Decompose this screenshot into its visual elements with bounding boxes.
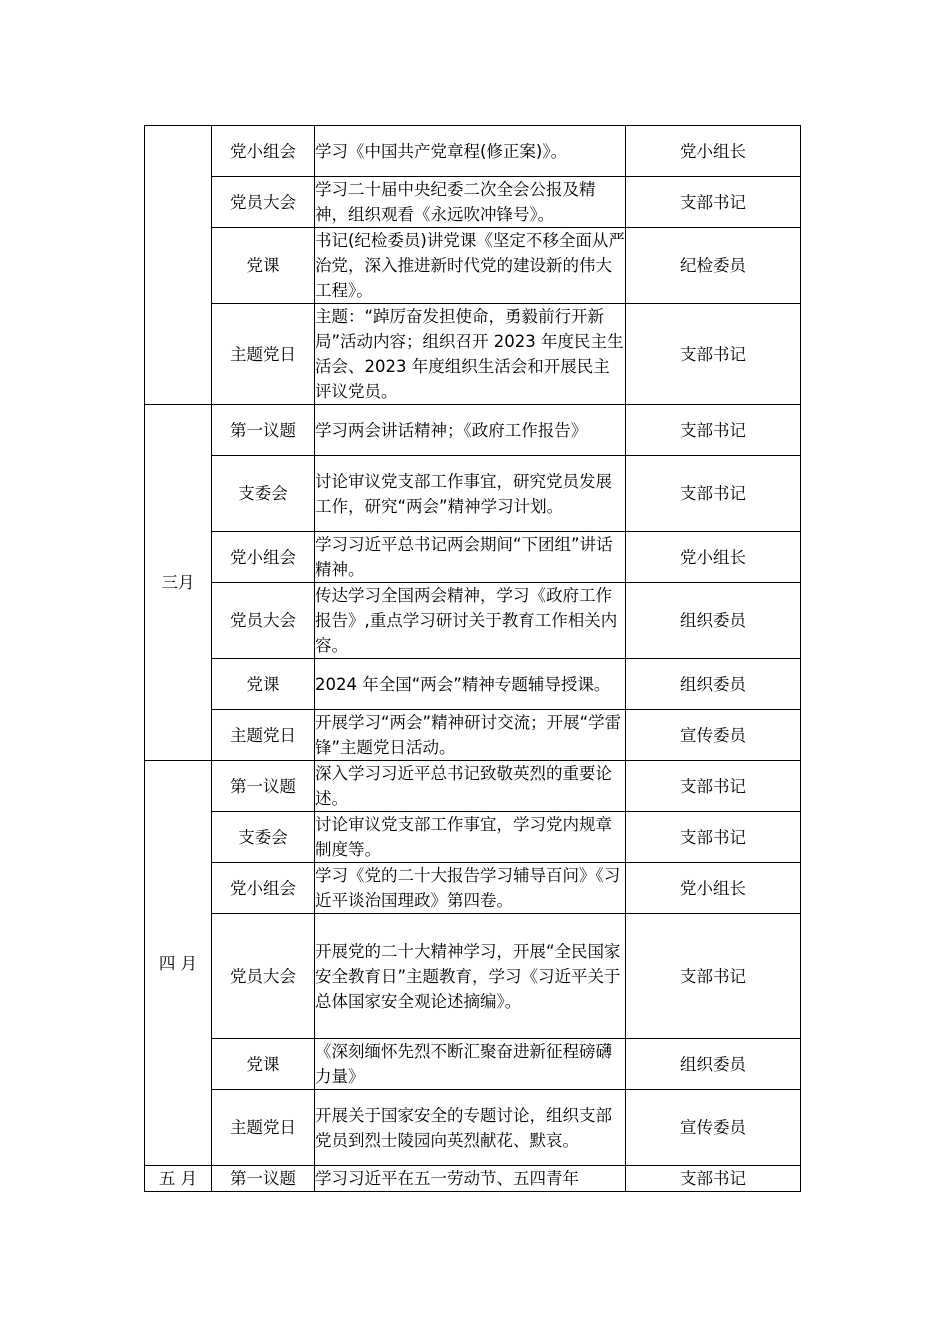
table-row bbox=[145, 812, 801, 863]
responsible-cell: 支部书记 bbox=[626, 1166, 801, 1192]
month-cell: 五 月 bbox=[145, 1166, 212, 1192]
content-cell: 讨论审议党支部工作事宜，学习党内规章制度等。 bbox=[315, 812, 626, 863]
table-row bbox=[145, 456, 801, 532]
work-plan-table bbox=[144, 125, 801, 1192]
activity-cell: 党员大会 bbox=[212, 583, 315, 659]
month-cell: 四 月 bbox=[145, 761, 212, 1166]
content-cell: 学习两会讲话精神；《政府工作报告》 bbox=[315, 405, 626, 456]
activity-cell: 党员大会 bbox=[212, 914, 315, 1039]
content-cell: 书记(纪检委员)讲党课《坚定不移全面从严治党，深入推进新时代党的建设新的伟大工程》。 bbox=[315, 228, 626, 304]
responsible-cell: 党小组长 bbox=[626, 126, 801, 177]
table-row bbox=[145, 304, 801, 405]
activity-cell: 第一议题 bbox=[212, 761, 315, 812]
responsible-cell: 党小组长 bbox=[626, 532, 801, 583]
content-cell: 学习习近平在五一劳动节、五四青年 bbox=[315, 1166, 626, 1192]
responsible-cell: 纪检委员 bbox=[626, 228, 801, 304]
activity-cell: 党课 bbox=[212, 228, 315, 304]
content-cell: 主题：“踔厉奋发担使命，勇毅前行开新局”活动内容；组织召开 2023 年度民主生活会、2023 年度组织生活会和开展民主评议党员。 bbox=[315, 304, 626, 405]
table-row bbox=[145, 761, 801, 812]
activity-cell: 主题党日 bbox=[212, 710, 315, 761]
content-cell: 开展关于国家安全的专题讨论，组织支部党员到烈士陵园向英烈献花、默哀。 bbox=[315, 1090, 626, 1166]
responsible-cell: 支部书记 bbox=[626, 304, 801, 405]
table-row bbox=[145, 1039, 801, 1090]
table-row bbox=[145, 532, 801, 583]
table-row bbox=[145, 228, 801, 304]
responsible-cell: 党小组长 bbox=[626, 863, 801, 914]
table-row bbox=[145, 405, 801, 456]
activity-cell: 党小组会 bbox=[212, 532, 315, 583]
responsible-cell: 支部书记 bbox=[626, 456, 801, 532]
table-row bbox=[145, 863, 801, 914]
activity-cell: 主题党日 bbox=[212, 1090, 315, 1166]
responsible-cell: 支部书记 bbox=[626, 177, 801, 228]
activity-cell: 党课 bbox=[212, 659, 315, 710]
activity-cell: 党小组会 bbox=[212, 126, 315, 177]
responsible-cell: 支部书记 bbox=[626, 761, 801, 812]
table-row bbox=[145, 583, 801, 659]
table-row bbox=[145, 1090, 801, 1166]
responsible-cell: 宣传委员 bbox=[626, 1090, 801, 1166]
content-cell: 学习二十届中央纪委二次全会公报及精神，组织观看《永远吹冲锋号》。 bbox=[315, 177, 626, 228]
table-row bbox=[145, 177, 801, 228]
content-cell: 学习《中国共产党章程(修正案)》。 bbox=[315, 126, 626, 177]
month-cell bbox=[145, 126, 212, 405]
responsible-cell: 组织委员 bbox=[626, 583, 801, 659]
content-cell: 深入学习习近平总书记致敬英烈的重要论述。 bbox=[315, 761, 626, 812]
activity-cell: 党课 bbox=[212, 1039, 315, 1090]
responsible-cell: 组织委员 bbox=[626, 1039, 801, 1090]
content-cell: 学习习近平总书记两会期间“下团组”讲话精神。 bbox=[315, 532, 626, 583]
table-row bbox=[145, 659, 801, 710]
activity-cell: 第一议题 bbox=[212, 405, 315, 456]
table-row bbox=[145, 1166, 801, 1192]
content-cell: 学习《党的二十大报告学习辅导百问》《习近平谈治国理政》第四卷。 bbox=[315, 863, 626, 914]
content-cell: 传达学习全国两会精神，学习《政府工作报告》,重点学习研讨关于教育工作相关内容。 bbox=[315, 583, 626, 659]
activity-cell: 第一议题 bbox=[212, 1166, 315, 1192]
responsible-cell: 宣传委员 bbox=[626, 710, 801, 761]
table-row bbox=[145, 914, 801, 1039]
activity-cell: 党员大会 bbox=[212, 177, 315, 228]
responsible-cell: 支部书记 bbox=[626, 914, 801, 1039]
table-row bbox=[145, 126, 801, 177]
responsible-cell: 支部书记 bbox=[626, 812, 801, 863]
content-cell: 2024 年全国“两会”精神专题辅导授课。 bbox=[315, 659, 626, 710]
responsible-cell: 组织委员 bbox=[626, 659, 801, 710]
table-row bbox=[145, 710, 801, 761]
activity-cell: 党小组会 bbox=[212, 863, 315, 914]
month-cell: 三月 bbox=[145, 405, 212, 761]
content-cell: 开展学习“两会”精神研讨交流；开展“学雷锋”主题党日活动。 bbox=[315, 710, 626, 761]
activity-cell: 支委会 bbox=[212, 456, 315, 532]
content-cell: 《深刻缅怀先烈不断汇聚奋进新征程磅礴力量》 bbox=[315, 1039, 626, 1090]
content-cell: 讨论审议党支部工作事宜，研究党员发展工作，研究“两会”精神学习计划。 bbox=[315, 456, 626, 532]
activity-cell: 主题党日 bbox=[212, 304, 315, 405]
activity-cell: 支委会 bbox=[212, 812, 315, 863]
content-cell: 开展党的二十大精神学习，开展“全民国家安全教育日”主题教育，学习《习近平关于总体国家安全观论述摘编》。 bbox=[315, 914, 626, 1039]
responsible-cell: 支部书记 bbox=[626, 405, 801, 456]
